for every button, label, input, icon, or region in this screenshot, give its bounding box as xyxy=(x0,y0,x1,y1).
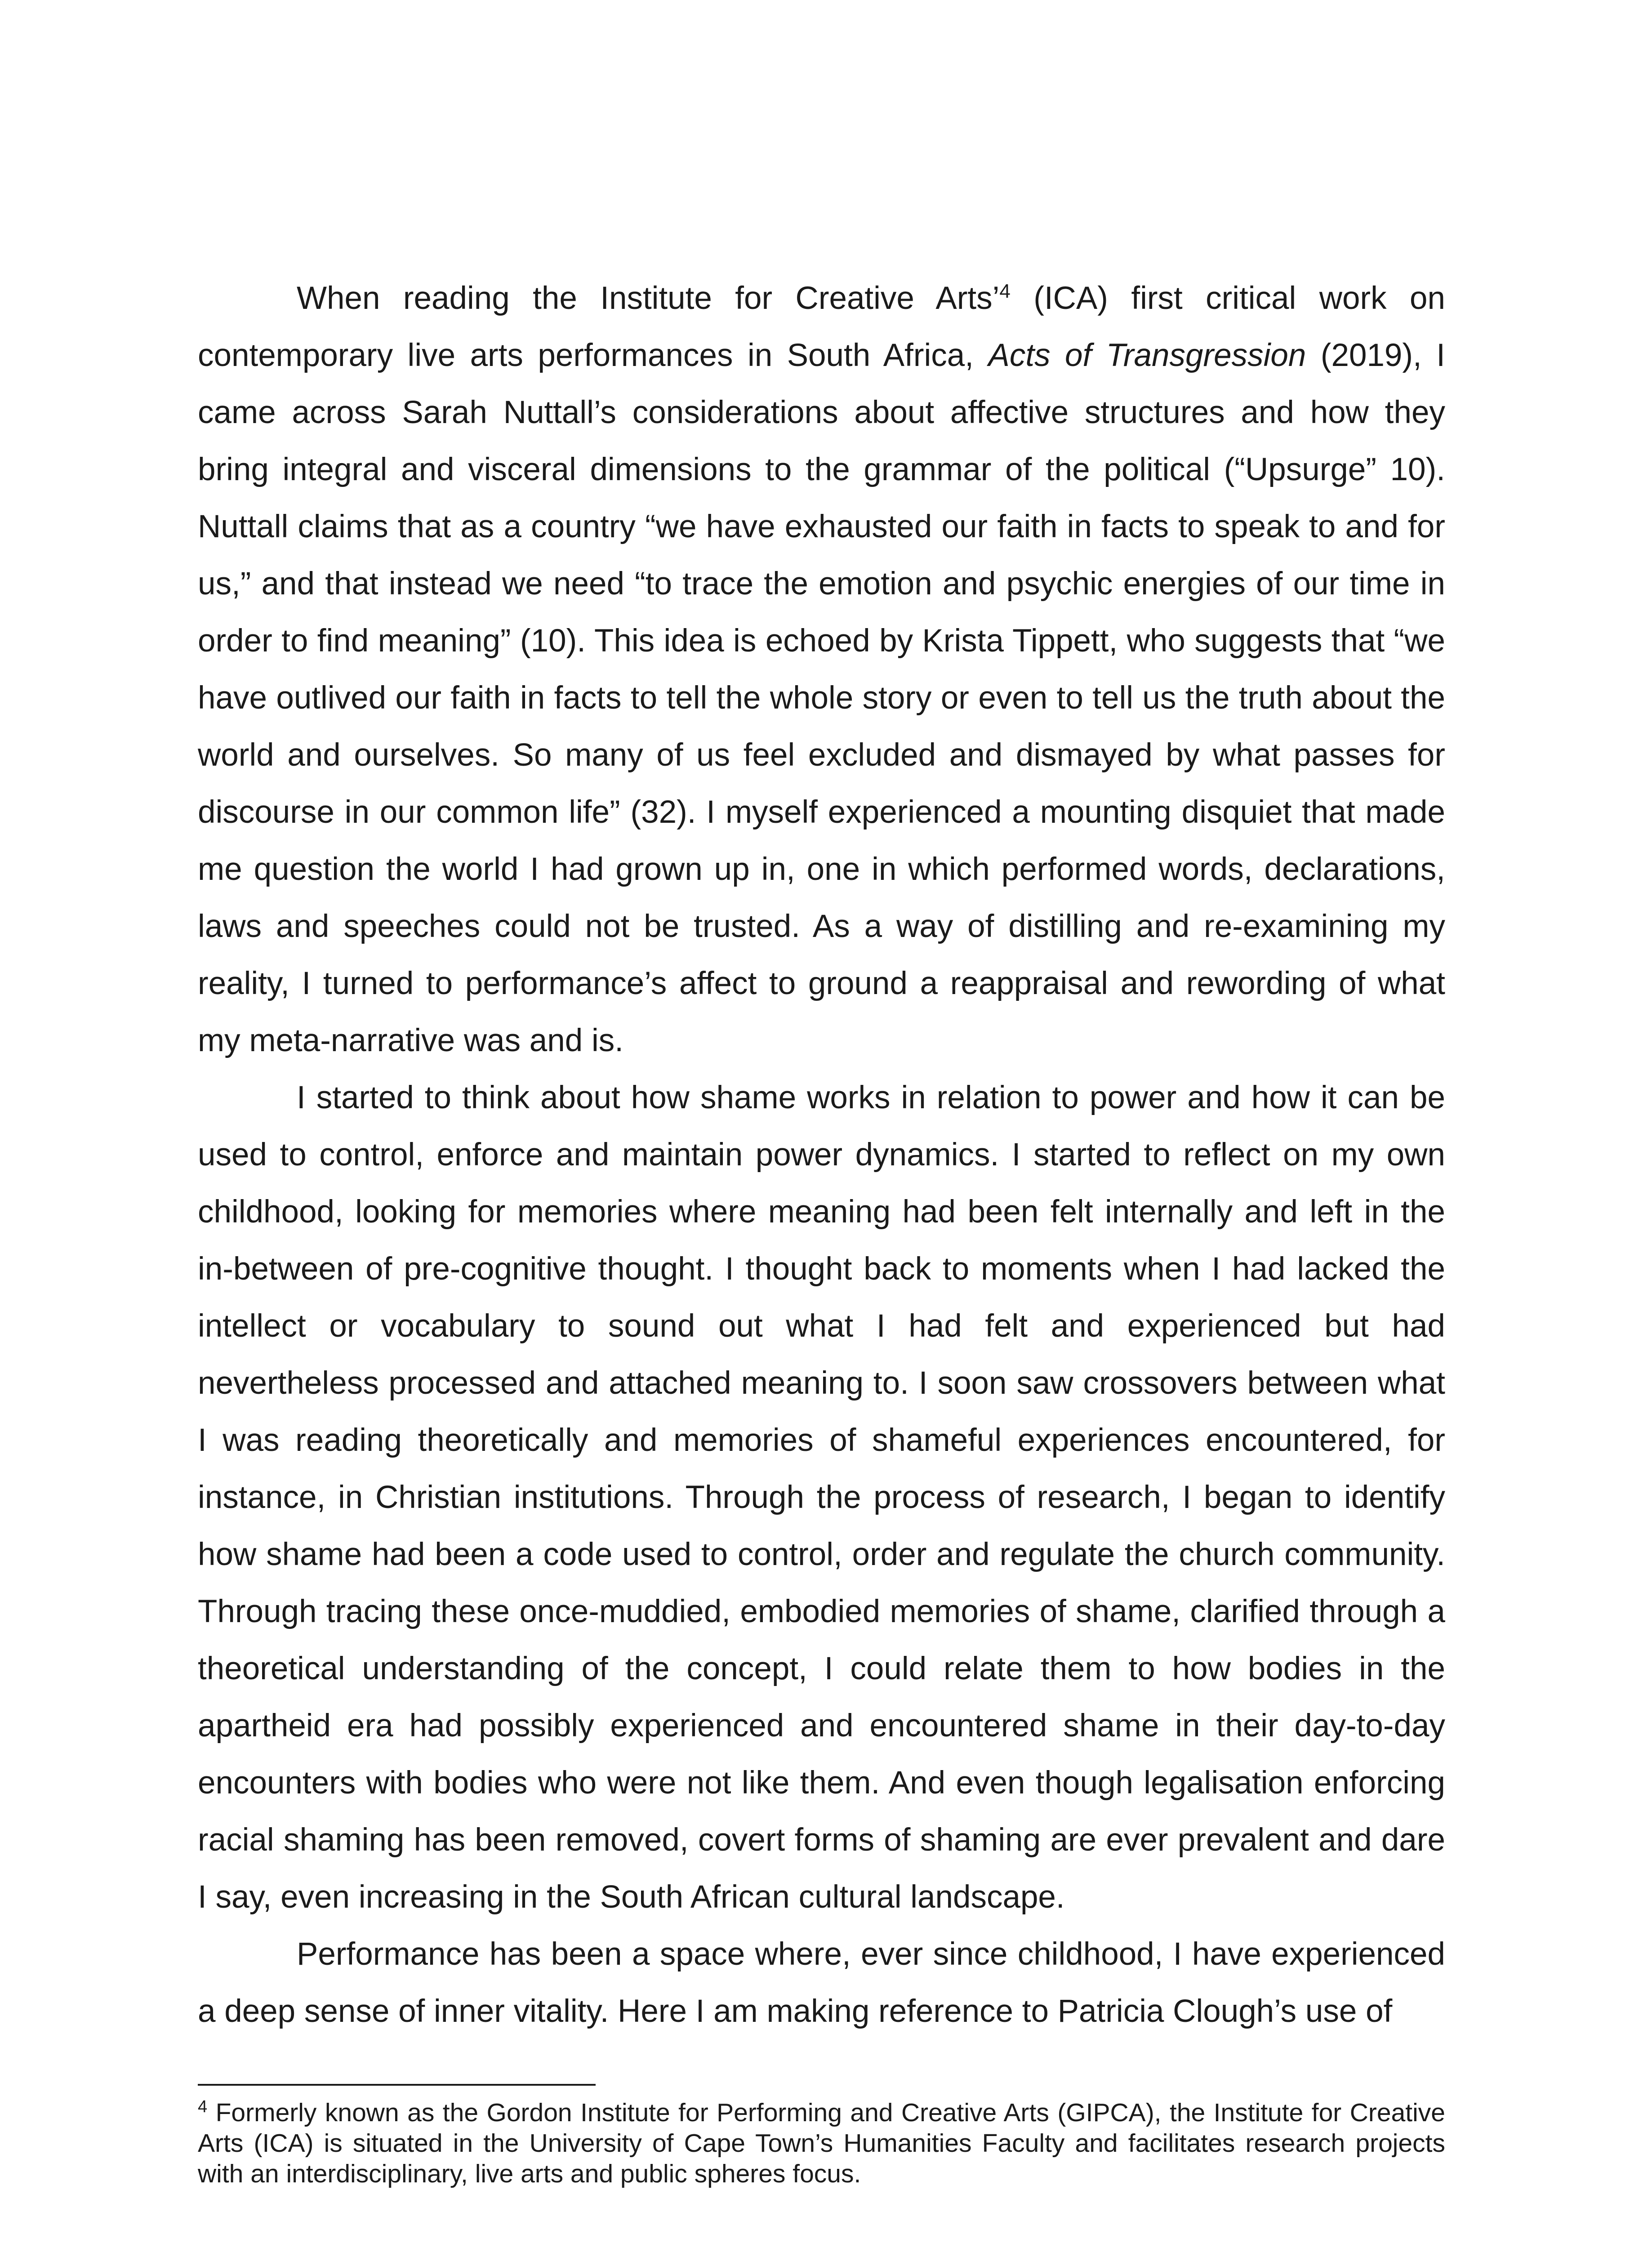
footnote-separator xyxy=(198,2084,596,2086)
footnote xyxy=(198,2097,1445,2189)
paragraph-1-start: When reading the Institute for Creative Arts’ xyxy=(297,281,1000,316)
paragraph-2: I started to think about how shame works in relation to power and how it can be used to control, enforce and maintain power dynamics. I started to reflect on my own childhood, looking for memories where meaning had been felt internally and left in the in-between of pre-cognitive thought. I thought back to moments when I had lacked the intellect or vocabulary to sound out what I had felt and experienced but had nevertheless processed and attached meaning to. I soon saw crossovers between what I was reading theoretically and memories of shameful experiences encountered, for instance, in Christian institutions. Through the process of research, I began to identify how shame had been a code used to control, order and regulate the church community. Through tracing these once-muddied, embodied memories of shame, clarified through a theoretical understanding of the concept, I could relate them to how bodies in the apartheid era had possibly experienced and encountered shame in their day-to-day encounters with bodies who were not like them. And even though legalisation enforcing racial shaming has been removed, covert forms of shaming are ever prevalent and dare I say, even increasing in the South African cultural landscape. xyxy=(198,1080,1445,1915)
footnote-number: 4 xyxy=(198,2097,208,2116)
body-text xyxy=(198,270,1445,2040)
paragraph-1 xyxy=(198,270,1445,1069)
paragraph-1-middle: (ICA) first critical work on contemporary live arts performances in South Africa, xyxy=(198,281,1446,373)
footnote-text: Formerly known as the Gordon Institute for Performing and Creative Arts (GIPCA), the Institute for Creative Arts (ICA) is situated in the University of Cape Town’s Humanities Faculty and facilitates research projects with an interdisciplinary, live arts and public spheres focus. xyxy=(198,2098,1445,2188)
paragraph-1-end: (2019), I came across Sarah Nuttall’s considerations about affective structures and how they bring integral and visceral dimensions to the grammar of the political (“Upsurge” 10). Nuttall claims that as a country “we have exhausted our faith in facts to speak to and for us,” and that instead we need “to trace the emotion and psychic energies of our time in order to find meaning” (10). This idea is echoed by Krista Tippett, who suggests that “we have outlived our faith in facts to tell the whole story or even to tell us the truth about the world and ourselves. So many of us feel excluded and dismayed by what passes for discourse in our common life” (32). I myself experienced a mounting disquiet that made me question the world I had grown up in, one in which performed words, declarations, laws and speeches could not be trusted. As a way of distilling and re-examining my reality, I turned to performance’s affect to ground a reappraisal and rewording of what my meta-narrative was and is. xyxy=(198,338,1445,1058)
footnote-reference-4[interactable]: 4 xyxy=(999,280,1011,303)
book-title: Acts of Transgression xyxy=(988,338,1306,373)
paragraph-3: Performance has been a space where, ever since childhood, I have experienced a deep sense of inner vitality. Here I am making reference to Patricia Clough’s use of xyxy=(198,1936,1445,2029)
